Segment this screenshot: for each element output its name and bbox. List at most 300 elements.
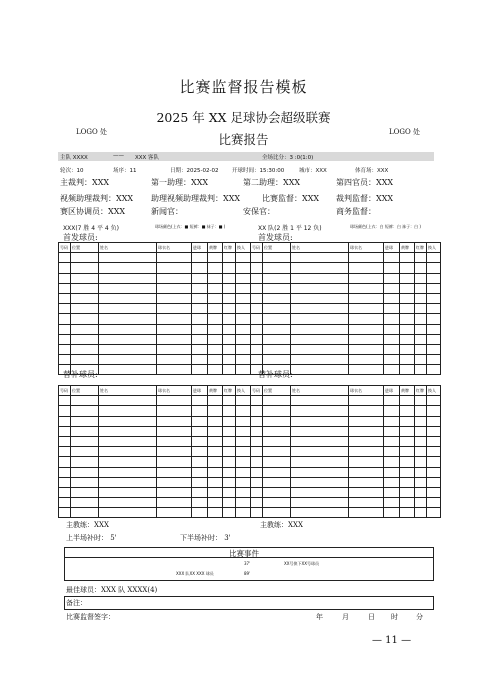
table-cell [291, 487, 349, 497]
table-row [59, 436, 251, 446]
table-cell [427, 283, 441, 293]
report-title: 比赛报告 [218, 132, 269, 147]
table-header-cell: 号码 [251, 243, 263, 253]
table-cell [99, 355, 157, 365]
table-cell [157, 487, 192, 497]
table-cell [415, 477, 427, 487]
table-cell [59, 416, 71, 426]
table-header-cell: 进球 [384, 386, 400, 396]
table-header-cell: 换人 [236, 386, 251, 396]
table-cell [349, 283, 384, 293]
table-cell [71, 344, 99, 354]
table-cell [208, 365, 223, 375]
assistant-var: 助理视频助理裁判：XXX [151, 194, 241, 203]
table-cell [157, 457, 192, 467]
table-cell [223, 467, 236, 477]
table-cell [192, 283, 208, 293]
table-cell [99, 273, 157, 283]
table-cell [223, 457, 236, 467]
signature-label: 比赛监督签字： [66, 613, 115, 621]
table-cell [251, 498, 263, 508]
table-cell [59, 477, 71, 487]
table-cell [99, 406, 157, 416]
table-cell [223, 406, 236, 416]
table-row [251, 457, 441, 467]
table-row [59, 273, 251, 283]
table-cell [251, 253, 263, 263]
table-cell [384, 334, 400, 344]
table-cell [236, 396, 251, 406]
table-header-cell: 红牌 [415, 243, 427, 253]
table-cell [71, 263, 99, 273]
table-cell [59, 447, 71, 457]
table-row [251, 487, 441, 497]
events-divider [64, 557, 433, 558]
table-cell [384, 263, 400, 273]
table-row [251, 304, 441, 314]
table-cell [415, 436, 427, 446]
table-cell [415, 498, 427, 508]
table-cell [208, 416, 223, 426]
table-cell [251, 477, 263, 487]
table-cell [59, 334, 71, 344]
logo-left-placeholder: LOGO 处 [76, 128, 107, 136]
event-2-minute: 89' [244, 571, 251, 576]
table-cell [384, 283, 400, 293]
table-cell [99, 304, 157, 314]
table-cell [427, 304, 441, 314]
home-coach: 主教练：XXX [66, 521, 109, 529]
table-cell [71, 293, 99, 303]
table-cell [384, 293, 400, 303]
table-cell [71, 477, 99, 487]
table-cell [263, 477, 291, 487]
table-cell [157, 467, 192, 477]
table-cell [400, 436, 415, 446]
table-cell [223, 426, 236, 436]
home-subs-label: 替补球员: [63, 370, 98, 379]
table-cell [251, 467, 263, 477]
table-cell [236, 263, 251, 273]
table-cell [263, 355, 291, 365]
table-row [59, 324, 251, 334]
table-cell [157, 334, 192, 344]
table-cell [400, 253, 415, 263]
table-cell [71, 457, 99, 467]
table-cell [415, 283, 427, 293]
table-cell [99, 508, 157, 518]
table-cell [192, 426, 208, 436]
table-cell [223, 447, 236, 457]
table-cell [384, 365, 400, 375]
table-cell [251, 447, 263, 457]
table-cell [236, 406, 251, 416]
table-cell [349, 447, 384, 457]
table-header-cell: 姓名 [99, 243, 157, 253]
table-cell [236, 498, 251, 508]
table-cell [59, 498, 71, 508]
city: 城市：XXX [299, 168, 327, 174]
table-cell [192, 447, 208, 457]
table-header-cell: 号码 [59, 243, 71, 253]
table-cell [415, 293, 427, 303]
table-cell [251, 508, 263, 518]
table-cell [427, 253, 441, 263]
table-cell [236, 273, 251, 283]
table-cell [427, 396, 441, 406]
table-row [251, 498, 441, 508]
table-cell [400, 334, 415, 344]
table-header-cell: 进球 [192, 243, 208, 253]
table-header-cell: 进球 [192, 386, 208, 396]
table-cell [384, 304, 400, 314]
table-row [251, 293, 441, 303]
table-cell [208, 396, 223, 406]
table-cell [99, 467, 157, 477]
table-cell [208, 508, 223, 518]
table-row [251, 426, 441, 436]
table-header-cell: 号码 [59, 386, 71, 396]
table-cell [223, 253, 236, 263]
table-cell [236, 508, 251, 518]
table-cell [349, 314, 384, 324]
table-cell [400, 263, 415, 273]
table-row [59, 293, 251, 303]
table-cell [71, 314, 99, 324]
table-cell [349, 416, 384, 426]
table-cell [415, 457, 427, 467]
page-number: — 11 — [372, 635, 412, 646]
table-cell [99, 457, 157, 467]
table-cell [157, 436, 192, 446]
logo-right-placeholder: LOGO 处 [389, 128, 420, 136]
table-row [59, 508, 251, 518]
table-cell [99, 498, 157, 508]
table-cell [415, 344, 427, 354]
table-cell [415, 487, 427, 497]
table-row [251, 467, 441, 477]
table-cell [192, 457, 208, 467]
table-row [251, 334, 441, 344]
table-cell [415, 426, 427, 436]
table-cell [291, 498, 349, 508]
table-cell [157, 314, 192, 324]
table-cell [400, 304, 415, 314]
referee: 主裁判：XXX [60, 178, 110, 187]
table-header-cell: 进球 [384, 243, 400, 253]
table-row [251, 283, 441, 293]
table-cell [384, 477, 400, 487]
table-cell [71, 436, 99, 446]
table-cell [59, 508, 71, 518]
table-cell [263, 436, 291, 446]
table-cell [236, 457, 251, 467]
table-cell [236, 436, 251, 446]
table-cell [349, 253, 384, 263]
sig-month: 月 [342, 613, 349, 621]
table-cell [400, 447, 415, 457]
table-cell [291, 436, 349, 446]
away-kit-colors: 球场颜色(上衣：白 短裤：白 袜子：白 ) [350, 224, 421, 229]
table-cell [427, 467, 441, 477]
table-cell [384, 406, 400, 416]
table-cell [263, 487, 291, 497]
table-cell [291, 324, 349, 334]
table-cell [251, 396, 263, 406]
table-cell [263, 508, 291, 518]
table-cell [236, 477, 251, 487]
table-cell [71, 426, 99, 436]
table-cell [192, 304, 208, 314]
table-cell [400, 344, 415, 354]
table-cell [263, 283, 291, 293]
table-cell [263, 253, 291, 263]
table-cell [291, 467, 349, 477]
league-title: 2025 年 XX 足球协会超级联赛 [156, 110, 331, 125]
table-cell [291, 396, 349, 406]
table-cell [236, 314, 251, 324]
table-row [251, 396, 441, 406]
table-cell [291, 416, 349, 426]
table-cell [59, 344, 71, 354]
table-cell [236, 293, 251, 303]
table-cell [236, 253, 251, 263]
table-cell [208, 324, 223, 334]
table-cell [291, 477, 349, 487]
table-cell [223, 365, 236, 375]
table-cell [157, 447, 192, 457]
table-cell [427, 457, 441, 467]
table-cell [291, 304, 349, 314]
table-cell [208, 487, 223, 497]
table-cell [427, 314, 441, 324]
table-cell [291, 447, 349, 457]
table-cell [208, 477, 223, 487]
table-row [59, 467, 251, 477]
table-row [251, 344, 441, 354]
commercial-officer: 商务监督： [336, 207, 376, 216]
table-cell [59, 457, 71, 467]
table-cell [263, 293, 291, 303]
table-cell [415, 365, 427, 375]
table-row [59, 314, 251, 324]
table-cell [157, 396, 192, 406]
table-cell [192, 355, 208, 365]
table-cell [208, 436, 223, 446]
table-header-cell: 黄牌 [400, 243, 415, 253]
table-row [251, 253, 441, 263]
table-cell [349, 304, 384, 314]
table-header-cell: 换人 [236, 243, 251, 253]
table-cell [400, 396, 415, 406]
table-cell [192, 365, 208, 375]
team-separator: —— [113, 153, 124, 159]
table-cell [349, 263, 384, 273]
table-cell [236, 304, 251, 314]
table-cell [427, 334, 441, 344]
away-starting-label: 首发球员: [258, 233, 293, 242]
home-record: XXX(7 胜 4 平 4 负) [63, 225, 120, 232]
table-cell [384, 467, 400, 477]
table-row [59, 498, 251, 508]
table-cell [223, 487, 236, 497]
table-cell [59, 324, 71, 334]
table-cell [291, 263, 349, 273]
table-cell [291, 365, 349, 375]
table-row [251, 447, 441, 457]
table-cell [192, 477, 208, 487]
remarks-box [64, 596, 434, 610]
table-cell [384, 253, 400, 263]
table-cell [236, 355, 251, 365]
table-cell [427, 263, 441, 273]
table-row [59, 344, 251, 354]
table-cell [192, 334, 208, 344]
table-row [59, 416, 251, 426]
table-cell [427, 487, 441, 497]
table-cell [291, 283, 349, 293]
table-cell [236, 365, 251, 375]
table-cell [415, 416, 427, 426]
table-cell [208, 334, 223, 344]
second-half-stoppage: 下半场补时： 3' [180, 534, 231, 542]
table-cell [251, 406, 263, 416]
table-row [59, 334, 251, 344]
referee-assessor: 裁判监督：XXX [336, 194, 394, 203]
table-cell [291, 273, 349, 283]
table-cell [208, 467, 223, 477]
security-officer: 安保官： [243, 207, 275, 216]
table-cell [99, 334, 157, 344]
table-cell [263, 263, 291, 273]
table-cell [71, 396, 99, 406]
table-cell [251, 263, 263, 273]
table-cell [59, 467, 71, 477]
table-cell [71, 498, 99, 508]
table-row [251, 508, 441, 518]
table-cell [415, 406, 427, 416]
table-row [251, 477, 441, 487]
table-cell [59, 253, 71, 263]
table-cell [400, 487, 415, 497]
table-cell [251, 293, 263, 303]
table-cell [157, 477, 192, 487]
table-cell [208, 293, 223, 303]
table-cell [59, 293, 71, 303]
table-cell [291, 253, 349, 263]
table-cell [59, 355, 71, 365]
table-cell [157, 344, 192, 354]
remarks-label: 备注： [66, 599, 87, 607]
table-row [59, 253, 251, 263]
table-cell [71, 304, 99, 314]
table-cell [251, 314, 263, 324]
table-cell [427, 477, 441, 487]
away-team-label: XXX 客队 [135, 155, 160, 161]
table-row [59, 283, 251, 293]
table-header-cell: 球衣名 [349, 243, 384, 253]
away-coach: 主教练：XXX [260, 521, 303, 529]
table-cell [192, 498, 208, 508]
home-team-label: 主队 XXXX [60, 155, 88, 161]
table-cell [400, 508, 415, 518]
table-cell [59, 406, 71, 416]
table-cell [99, 365, 157, 375]
table-cell [192, 324, 208, 334]
table-cell [384, 426, 400, 436]
table-cell [192, 406, 208, 416]
table-cell [71, 355, 99, 365]
table-cell [263, 416, 291, 426]
table-cell [251, 355, 263, 365]
table-cell [384, 324, 400, 334]
table-cell [192, 487, 208, 497]
table-cell [223, 396, 236, 406]
stadium: 体育场：XXX [355, 168, 389, 174]
table-cell [157, 426, 192, 436]
table-cell [251, 416, 263, 426]
table-cell [415, 396, 427, 406]
table-cell [349, 477, 384, 487]
table-cell [349, 426, 384, 436]
table-row [251, 436, 441, 446]
table-cell [427, 365, 441, 375]
sig-day: 日 [368, 613, 375, 621]
table-cell [71, 447, 99, 457]
table-cell [349, 396, 384, 406]
table-cell [263, 273, 291, 283]
table-cell [99, 344, 157, 354]
table-cell [208, 426, 223, 436]
table-cell [192, 508, 208, 518]
home-kit-colors: 球场颜色(上衣：■ 短裤：■ 袜子：■ ) [155, 224, 226, 229]
table-cell [59, 396, 71, 406]
table-cell [71, 416, 99, 426]
round: 轮次：10 [60, 168, 84, 174]
table-cell [59, 436, 71, 446]
table-row [59, 487, 251, 497]
table-cell [349, 498, 384, 508]
table-cell [157, 293, 192, 303]
table-cell [349, 344, 384, 354]
table-row [251, 406, 441, 416]
home-starting-table [58, 242, 251, 375]
table-cell [263, 457, 291, 467]
table-cell [208, 457, 223, 467]
table-cell [400, 283, 415, 293]
table-cell [349, 273, 384, 283]
table-cell [427, 447, 441, 457]
table-cell [223, 314, 236, 324]
table-cell [192, 263, 208, 273]
event-1-minute: 37' [244, 561, 251, 566]
table-cell [208, 344, 223, 354]
table-header-cell: 球衣名 [157, 386, 192, 396]
table-header-cell: 号码 [251, 386, 263, 396]
table-cell [236, 467, 251, 477]
table-header-cell: 红牌 [223, 386, 236, 396]
table-cell [349, 487, 384, 497]
table-cell [384, 457, 400, 467]
table-cell [99, 416, 157, 426]
table-cell [415, 508, 427, 518]
table-cell [400, 355, 415, 365]
table-cell [223, 436, 236, 446]
table-cell [349, 355, 384, 365]
assistant-referee-2: 第二助理：XXX [243, 178, 301, 187]
table-cell [192, 253, 208, 263]
table-cell [400, 426, 415, 436]
